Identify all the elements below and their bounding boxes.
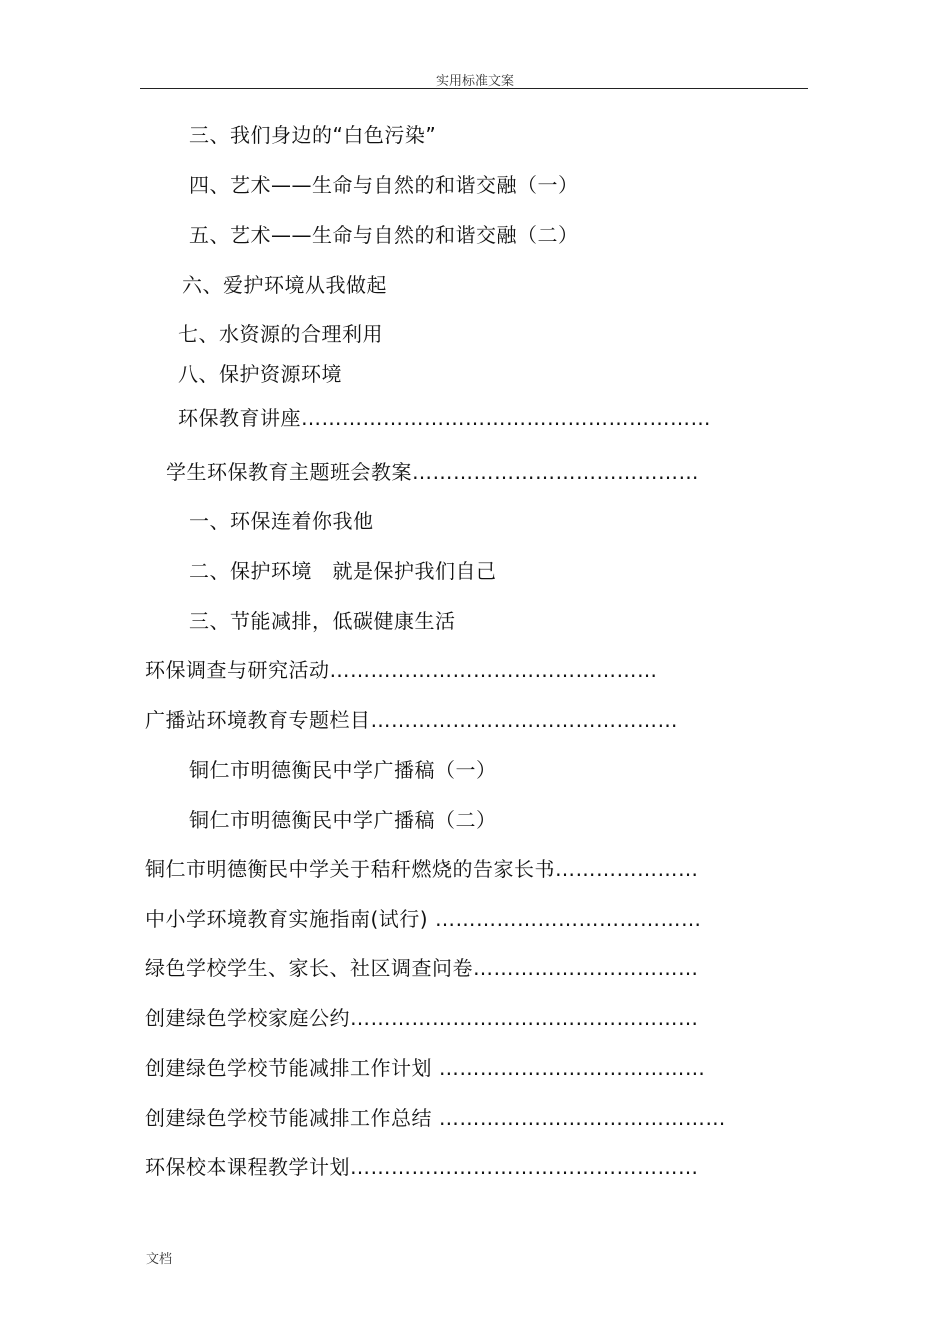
toc-item: 五、艺术——生命与自然的和谐交融（二）	[189, 223, 579, 247]
toc-item: 创建绿色学校家庭公约……………………………………………	[145, 1006, 699, 1030]
toc-item: 七、水资源的合理利用	[178, 322, 383, 346]
toc-item: 二、保护环境 就是保护我们自己	[189, 559, 497, 583]
toc-item: 铜仁市明德衡民中学关于秸秆燃烧的告家长书…………………	[145, 857, 699, 881]
toc-item: 四、艺术——生命与自然的和谐交融（一）	[189, 173, 579, 197]
toc-item: 铜仁市明德衡民中学广播稿（二）	[189, 808, 497, 832]
toc-item: 创建绿色学校节能减排工作计划 …………………………………	[145, 1056, 706, 1080]
header-title: 实用标准文案	[435, 74, 514, 89]
toc-item: 绿色学校学生、家长、社区调查问卷……………………………	[145, 956, 699, 980]
toc-item: 六、爱护环境从我做起	[182, 273, 387, 297]
toc-item: 环保调查与研究活动…………………………………………	[145, 658, 658, 682]
toc-item: 学生环保教育主题班会教案……………………………………	[166, 460, 699, 484]
toc-item: 八、保护资源环境	[178, 362, 342, 386]
toc-item: 环保教育讲座……………………………………………………	[178, 406, 711, 430]
page-footer: 文档	[146, 1252, 173, 1267]
toc-item: 铜仁市明德衡民中学广播稿（一）	[189, 758, 497, 782]
toc-item: 中小学环境教育实施指南(试行) …………………………………	[145, 907, 702, 931]
toc-item: 三、节能减排，低碳健康生活	[189, 609, 456, 633]
toc-item: 广播站环境教育专题栏目………………………………………	[145, 708, 678, 732]
toc-item: 创建绿色学校节能减排工作总结 ……………………………………	[145, 1106, 726, 1130]
header-divider	[140, 88, 808, 89]
toc-item: 三、我们身边的“白色污染”	[189, 123, 437, 147]
toc-item: 环保校本课程教学计划……………………………………………	[145, 1155, 699, 1179]
toc-item: 一、环保连着你我他	[189, 509, 374, 533]
